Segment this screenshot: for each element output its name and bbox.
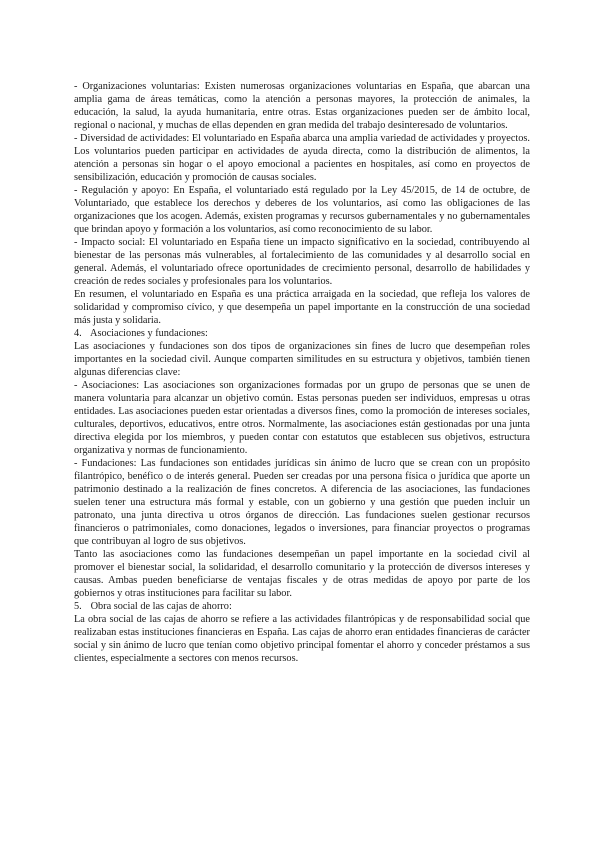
paragraph-obra-social: La obra social de las cajas de ahorro se refiere a las actividades filantrópicas y de responsabilidad social que realizaban estas instituciones financieras en España. Las cajas de ahorro eran entidades financieras de carácter social y sin ánimo de lucro que tenían como objetivo principal fomentar el ahorro y conceder préstamos a sus clientes, especialmente a sectores con menos recursos. xyxy=(74,614,530,664)
paragraph-fundaciones: - Fundaciones: Las fundaciones son entidades jurídicas sin ánimo de lucro que se crean con un propósito filantrópico, benéfico o de interés general. Pueden ser creadas por una persona física o jurídica que aporte un patrimonio destinado a la realización de fines concretos. A diferencia de las asociaciones, las fundaciones suelen tener una estructura más formal y estable, con un gobierno y una gestión que pueden incluir un patronato, una junta directiva u otros órganos de dirección. Las fundaciones suelen gestionar recursos financieros o patrimoniales, como donaciones, legados o inversiones, para financiar proyectos o programas que contribuyan al logro de sus objetivos. xyxy=(74,458,530,547)
paragraph-asociaciones: - Asociaciones: Las asociaciones son organizaciones formadas por un grupo de personas que se unen de manera voluntaria para alcanzar un objetivo común. Estas personas pueden ser individuos, empresas u otras entidades. Las asociaciones pueden estar orientadas a diversos fines, como la promoción de intereses sociales, culturales, deportivos, educativos, entre otros. Normalmente, las asociaciones están gestionadas por una junta directiva elegida por los miembros, y pueden contar con estatutos que establecen sus objetivos, estructura organizativa y normas de funcionamiento. xyxy=(74,380,530,456)
document-body xyxy=(74,80,530,665)
paragraph-regulacion-apoyo: - Regulación y apoyo: En España, el voluntariado está regulado por la Ley 45/2015, de 14 de octubre, de Voluntariado, que establece los derechos y deberes de los voluntarios, así como las obligaciones de las organizaciones que los acogen. Además, existen programas y recursos gubernamentales y no gubernamentales que brindan apoyo y formación a los voluntarios, así como reconocimiento de su labor. xyxy=(74,185,530,235)
paragraph-resumen-asociaciones: Tanto las asociaciones como las fundaciones desempeñan un papel importante en la sociedad civil al promover el bienestar social, la solidaridad, el desarrollo comunitario y la protección de diversos intereses y causas. Ambas pueden beneficiarse de ventajas fiscales y de otras medidas de apoyo por parte de los gobiernos y otras instituciones para facilitar su labor. xyxy=(74,549,530,599)
section-number: 5. xyxy=(74,601,82,612)
paragraph-diversidad-actividades: - Diversidad de actividades: El voluntariado en España abarca una amplia variedad de actividades y proyectos. Los voluntarios pueden participar en actividades de ayuda directa, como la distribución de alimentos, la atención a personas sin hogar o el apoyo emocional a pacientes en hospitales, así como en proyectos de sensibilización, educación y promoción de causas sociales. xyxy=(74,133,530,183)
section-heading-obra-social xyxy=(74,600,530,613)
paragraph-organizaciones-voluntarias: - Organizaciones voluntarias: Existen numerosas organizaciones voluntarias en España, que abarcan una amplia gama de áreas temáticas, como la atención a personas mayores, la protección de animales, la educación, la salud, la ayuda humanitaria, entre otras. Estas organizaciones pueden ser de ámbito local, regional o nacional, y muchas de ellas dependen en gran medida del trabajo desinteresado de voluntarios. xyxy=(74,81,530,131)
paragraph-impacto-social: - Impacto social: El voluntariado en España tiene un impacto significativo en la sociedad, contribuyendo al bienestar de las personas más vulnerables, al fortalecimiento de las comunidades y al desarrollo social en general. Además, el voluntariado ofrece oportunidades de crecimiento personal, desarrollo de habilidades y creación de redes sociales y profesionales para los voluntarios. xyxy=(74,237,530,287)
paragraph-resumen-voluntariado: En resumen, el voluntariado en España es una práctica arraigada en la sociedad, que refleja los valores de solidaridad y compromiso cívico, y que desempeña un papel importante en la construcción de una sociedad más justa y solidaria. xyxy=(74,289,530,326)
section-heading-asociaciones xyxy=(74,327,530,340)
section-number: 4. xyxy=(74,328,82,339)
section-title: Asociaciones y fundaciones: xyxy=(90,328,208,339)
section-title: Obra social de las cajas de ahorro: xyxy=(90,601,232,612)
paragraph-intro-asociaciones: Las asociaciones y fundaciones son dos tipos de organizaciones sin fines de lucro que desempeñan roles importantes en la sociedad civil. Aunque comparten similitudes en su estructura y objetivos, también tienen algunas diferencias clave: xyxy=(74,341,530,378)
